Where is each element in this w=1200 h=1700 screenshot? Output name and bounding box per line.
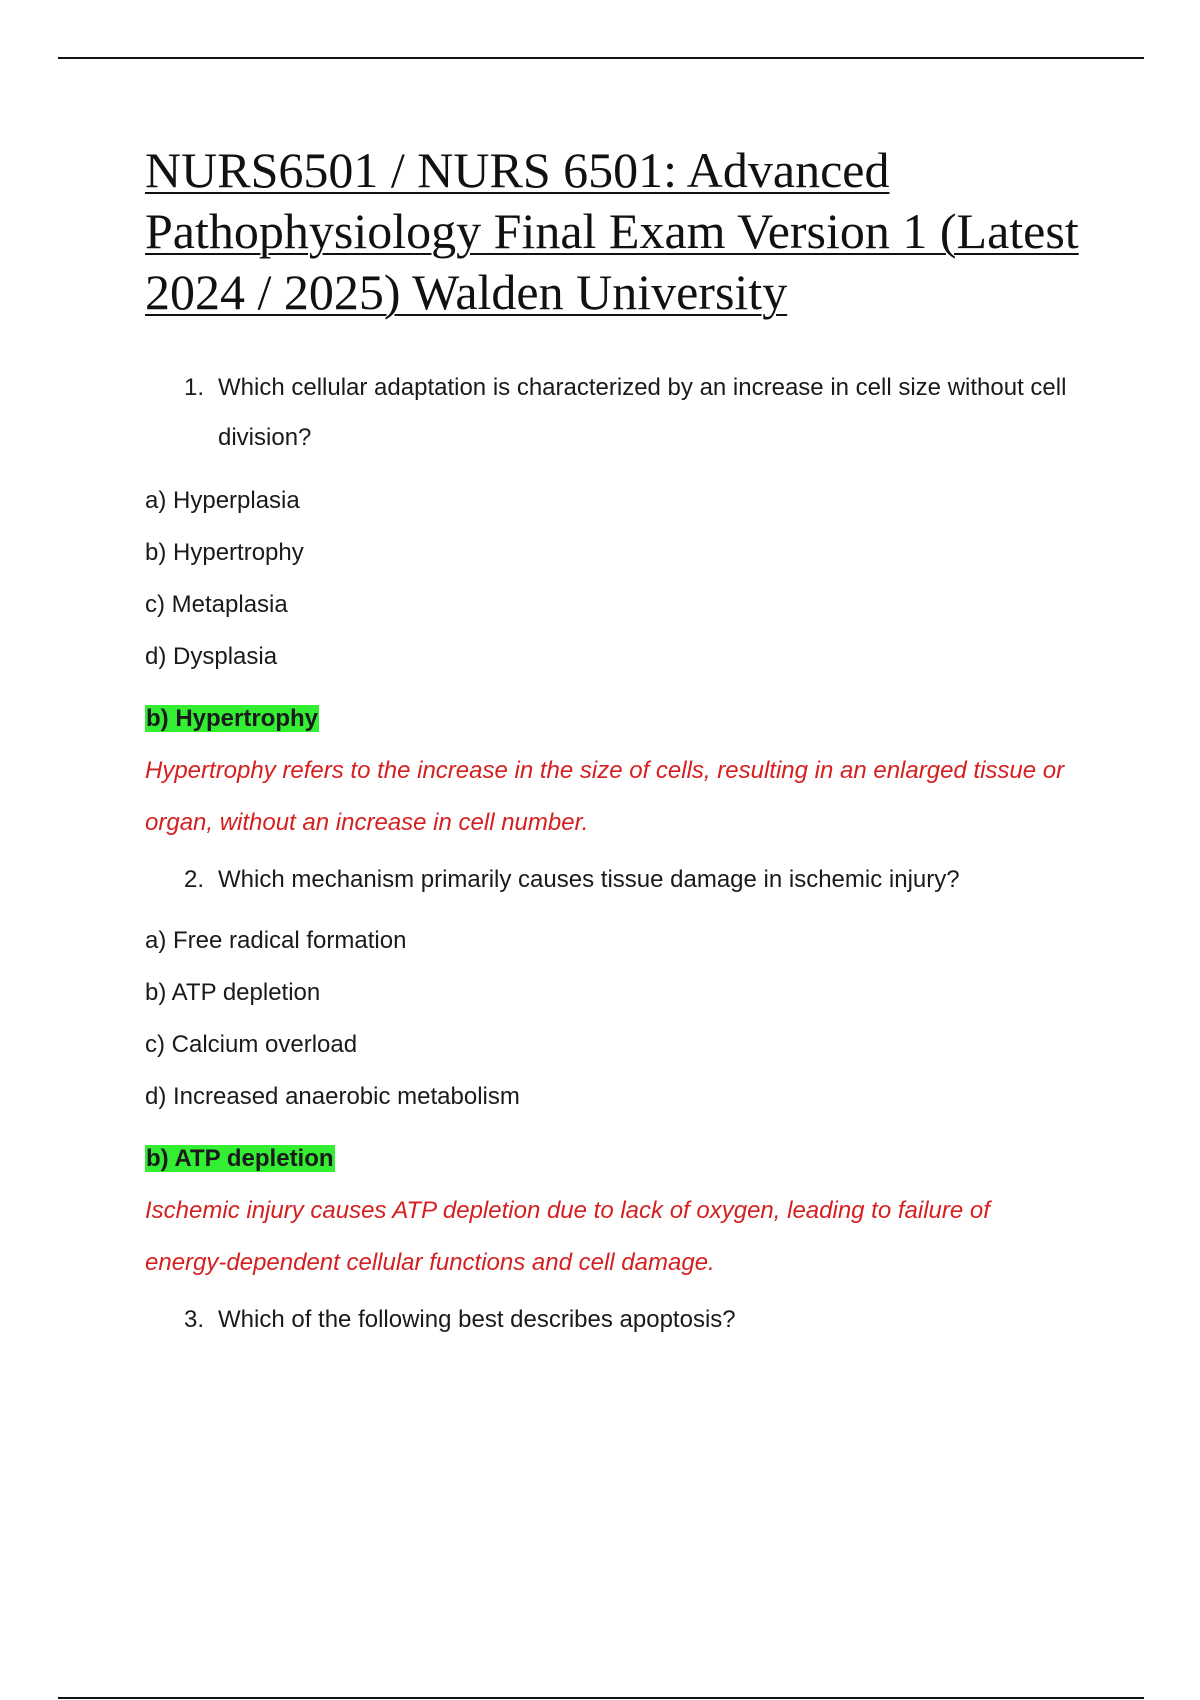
option-d: d) Dysplasia <box>145 643 278 670</box>
answer-highlight: b) Hypertrophy <box>146 705 319 732</box>
option-d: d) Increased anaerobic metabolism <box>145 1083 520 1110</box>
answer-2 <box>145 1133 1105 1185</box>
option-c: c) Metaplasia <box>145 591 288 618</box>
option-a: a) Hyperplasia <box>145 487 300 514</box>
top-rule <box>58 57 1144 59</box>
question-2 <box>145 855 1105 905</box>
answer-1 <box>145 693 1105 745</box>
question-number: 1. <box>183 374 204 401</box>
document-title: NURS6501 / NURS 6501: Advanced Pathophysiology Final Exam Version 1 (Latest 2024 / 2025) Walden University <box>145 142 1079 320</box>
question-text: Which cellular adaptation is characterized by an increase in cell size without cell division? <box>218 374 1067 451</box>
answer-highlight: b) ATP depletion <box>146 1145 334 1172</box>
question-number: 3. <box>183 1306 204 1333</box>
option-b: b) Hypertrophy <box>145 539 304 566</box>
question-text: Which mechanism primarily causes tissue damage in ischemic injury? <box>218 866 960 893</box>
question-number: 2. <box>183 866 204 893</box>
option-b: b) ATP depletion <box>145 979 321 1006</box>
question-3 <box>145 1295 1105 1345</box>
document-body <box>145 140 1105 1345</box>
option-a: a) Free radical formation <box>145 927 407 954</box>
bottom-rule <box>58 1697 1144 1699</box>
question-1 <box>145 363 1105 463</box>
explanation-1: Hypertrophy refers to the increase in the size of cells, resulting in an enlarged tissue or organ, without an increase in cell number. <box>145 757 1065 836</box>
explanation-2: Ischemic injury causes ATP depletion due to lack of oxygen, leading to failure of energy-dependent cellular functions and cell damage. <box>145 1197 990 1276</box>
question-text: Which of the following best describes apoptosis? <box>218 1306 736 1333</box>
option-c: c) Calcium overload <box>145 1031 358 1058</box>
